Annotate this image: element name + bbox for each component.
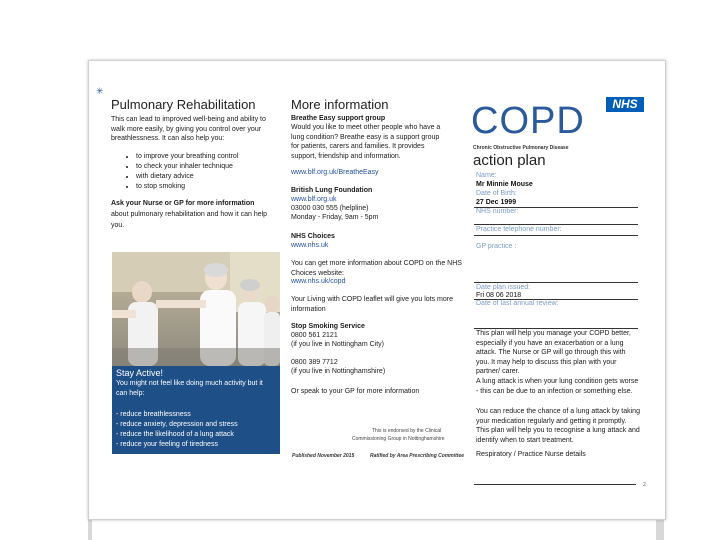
rehab-bullet: • with dietary advice [136, 172, 296, 182]
rehab-bullet: • to improve your breathing control [136, 152, 296, 162]
stay-active-text: You might not feel like doing much activity but it can help: [116, 380, 263, 397]
ask-nurse-text: Ask your Nurse or GP for more information [111, 200, 255, 207]
nhs-copd-link[interactable]: www.nhs.uk/copd [291, 278, 346, 285]
dob-value: 27 Dec 1999 [476, 199, 517, 206]
living-with-copd-text: Your Living with COPD leaflet will give you lots more information [291, 296, 453, 313]
dob-label: Date of Birth: [476, 190, 517, 197]
speak-to-gp-text: Or speak to your GP for more information [291, 388, 420, 395]
stop-smoking-phone-county: 0800 389 7712 [291, 359, 338, 366]
stop-smoking-phone-city: 0800 561 2121 [291, 332, 338, 339]
published-date: Published November 2015 [292, 453, 355, 459]
rehab-bullet-list [114, 152, 296, 192]
nhs-choices-link[interactable]: www.nhs.uk [291, 242, 329, 249]
ratified-by: Ratified by Area Prescribing Committee [370, 453, 465, 459]
blf-hours: Monday - Friday, 9am - 5pm [291, 214, 379, 221]
blf-link[interactable]: www.blf.org.uk [291, 196, 337, 203]
stay-active-item: - reduce your feeling of tiredness [116, 441, 218, 448]
action-plan-title: action plan [473, 152, 546, 169]
page-number: 2 [643, 482, 646, 488]
stay-active-title: Stay Active! [116, 368, 164, 378]
rehab-bullet: • to check your inhaler technique [136, 162, 296, 172]
gp-practice-label: GP practice : [476, 243, 517, 250]
nurse-details-underline [474, 484, 636, 485]
stay-active-item: - reduce the likelihood of a lung attack [116, 431, 234, 438]
nhs-logo: NHS [606, 97, 644, 112]
copd-subtitle: Chronic Obstructive Pulmonary Disease [473, 145, 569, 151]
nhs-choices-title: NHS Choices [291, 233, 335, 240]
date-issued-value: Fri 08 06 2018 [476, 292, 522, 299]
next-page [92, 519, 656, 540]
stop-smoking-title: Stop Smoking Service [291, 323, 365, 330]
blf-title: British Lung Foundation [291, 187, 373, 194]
last-review-label: Date of last annual review: [476, 300, 559, 307]
endorsement-line-1: This is endorsed by the Clinical [372, 428, 442, 434]
plan-intro-paragraph: This plan will help you manage your COPD better, especially if you have an exacerbation or a lung attack. The Nurse or GP will go through this with you. It may help to discuss this plan with your partner/ carer. [476, 330, 631, 375]
breathe-easy-text: Would you like to meet other people who have a lung condition? Breathe easy is a support group for patients, carers and families. It provides support, friendship and information. [291, 124, 441, 160]
stay-active-list [116, 410, 276, 450]
rehab-intro: This can lead to improved well-being and ability to walk more easily, by giving you control over your breathlessness. It can also help you: [111, 116, 266, 142]
name-label: Name: [476, 172, 497, 179]
stop-smoking-area-city: (if you live in Nottingham City) [291, 341, 384, 348]
breathe-easy-title: Breathe Easy support group [291, 115, 386, 122]
reduce-chance-paragraph: You can reduce the chance of a lung attack by taking your medication regularly and getting it promptly. This plan will help you to recognise a lung attack and identify when to start treatment. [476, 408, 640, 444]
more-info-heading: More information [291, 97, 389, 112]
endorsement-line-2: Commissioning Group in Nottinghamshire [352, 436, 445, 442]
nhs-number-label: NHS number: [476, 208, 519, 215]
pulmonary-rehab-heading: Pulmonary Rehabilitation [111, 97, 256, 112]
nhs-number-underline [474, 224, 638, 225]
stop-smoking-area-county: (if you live in Nottinghamshire) [291, 368, 386, 375]
exercise-class-photo [112, 252, 280, 366]
nurse-details-label: Respiratory / Practice Nurse details [476, 451, 586, 458]
lung-attack-paragraph: A lung attack is when your lung condition gets worse - this can be due to an infection or something else. [476, 378, 639, 395]
breathe-easy-link[interactable]: www.blf.org.uk/BreatheEasy [291, 169, 379, 176]
practice-phone-underline [474, 235, 638, 236]
stay-active-item: - reduce anxiety, depression and stress [116, 421, 238, 428]
copd-title: COPD [471, 100, 585, 142]
rehab-bullet: • to stop smoking [136, 182, 296, 192]
date-issued-label: Date plan issued: [476, 284, 531, 291]
gp-practice-underline [474, 282, 638, 283]
practice-phone-label: Practice telephone number: [476, 226, 562, 233]
name-value: Mr Minnie Mouse [476, 181, 533, 188]
blf-phone: 03000 030 555 (helpline) [291, 205, 369, 212]
nhs-choices-text: You can get more information about COPD on the NHS Choices website: [291, 260, 462, 277]
stay-active-item: - reduce breathlessness [116, 411, 191, 418]
corner-mark: ✳ [96, 86, 104, 96]
stay-active-panel [112, 366, 280, 454]
ask-nurse-rest: about pulmonary rehabilitation and how it can help you. [111, 211, 268, 229]
